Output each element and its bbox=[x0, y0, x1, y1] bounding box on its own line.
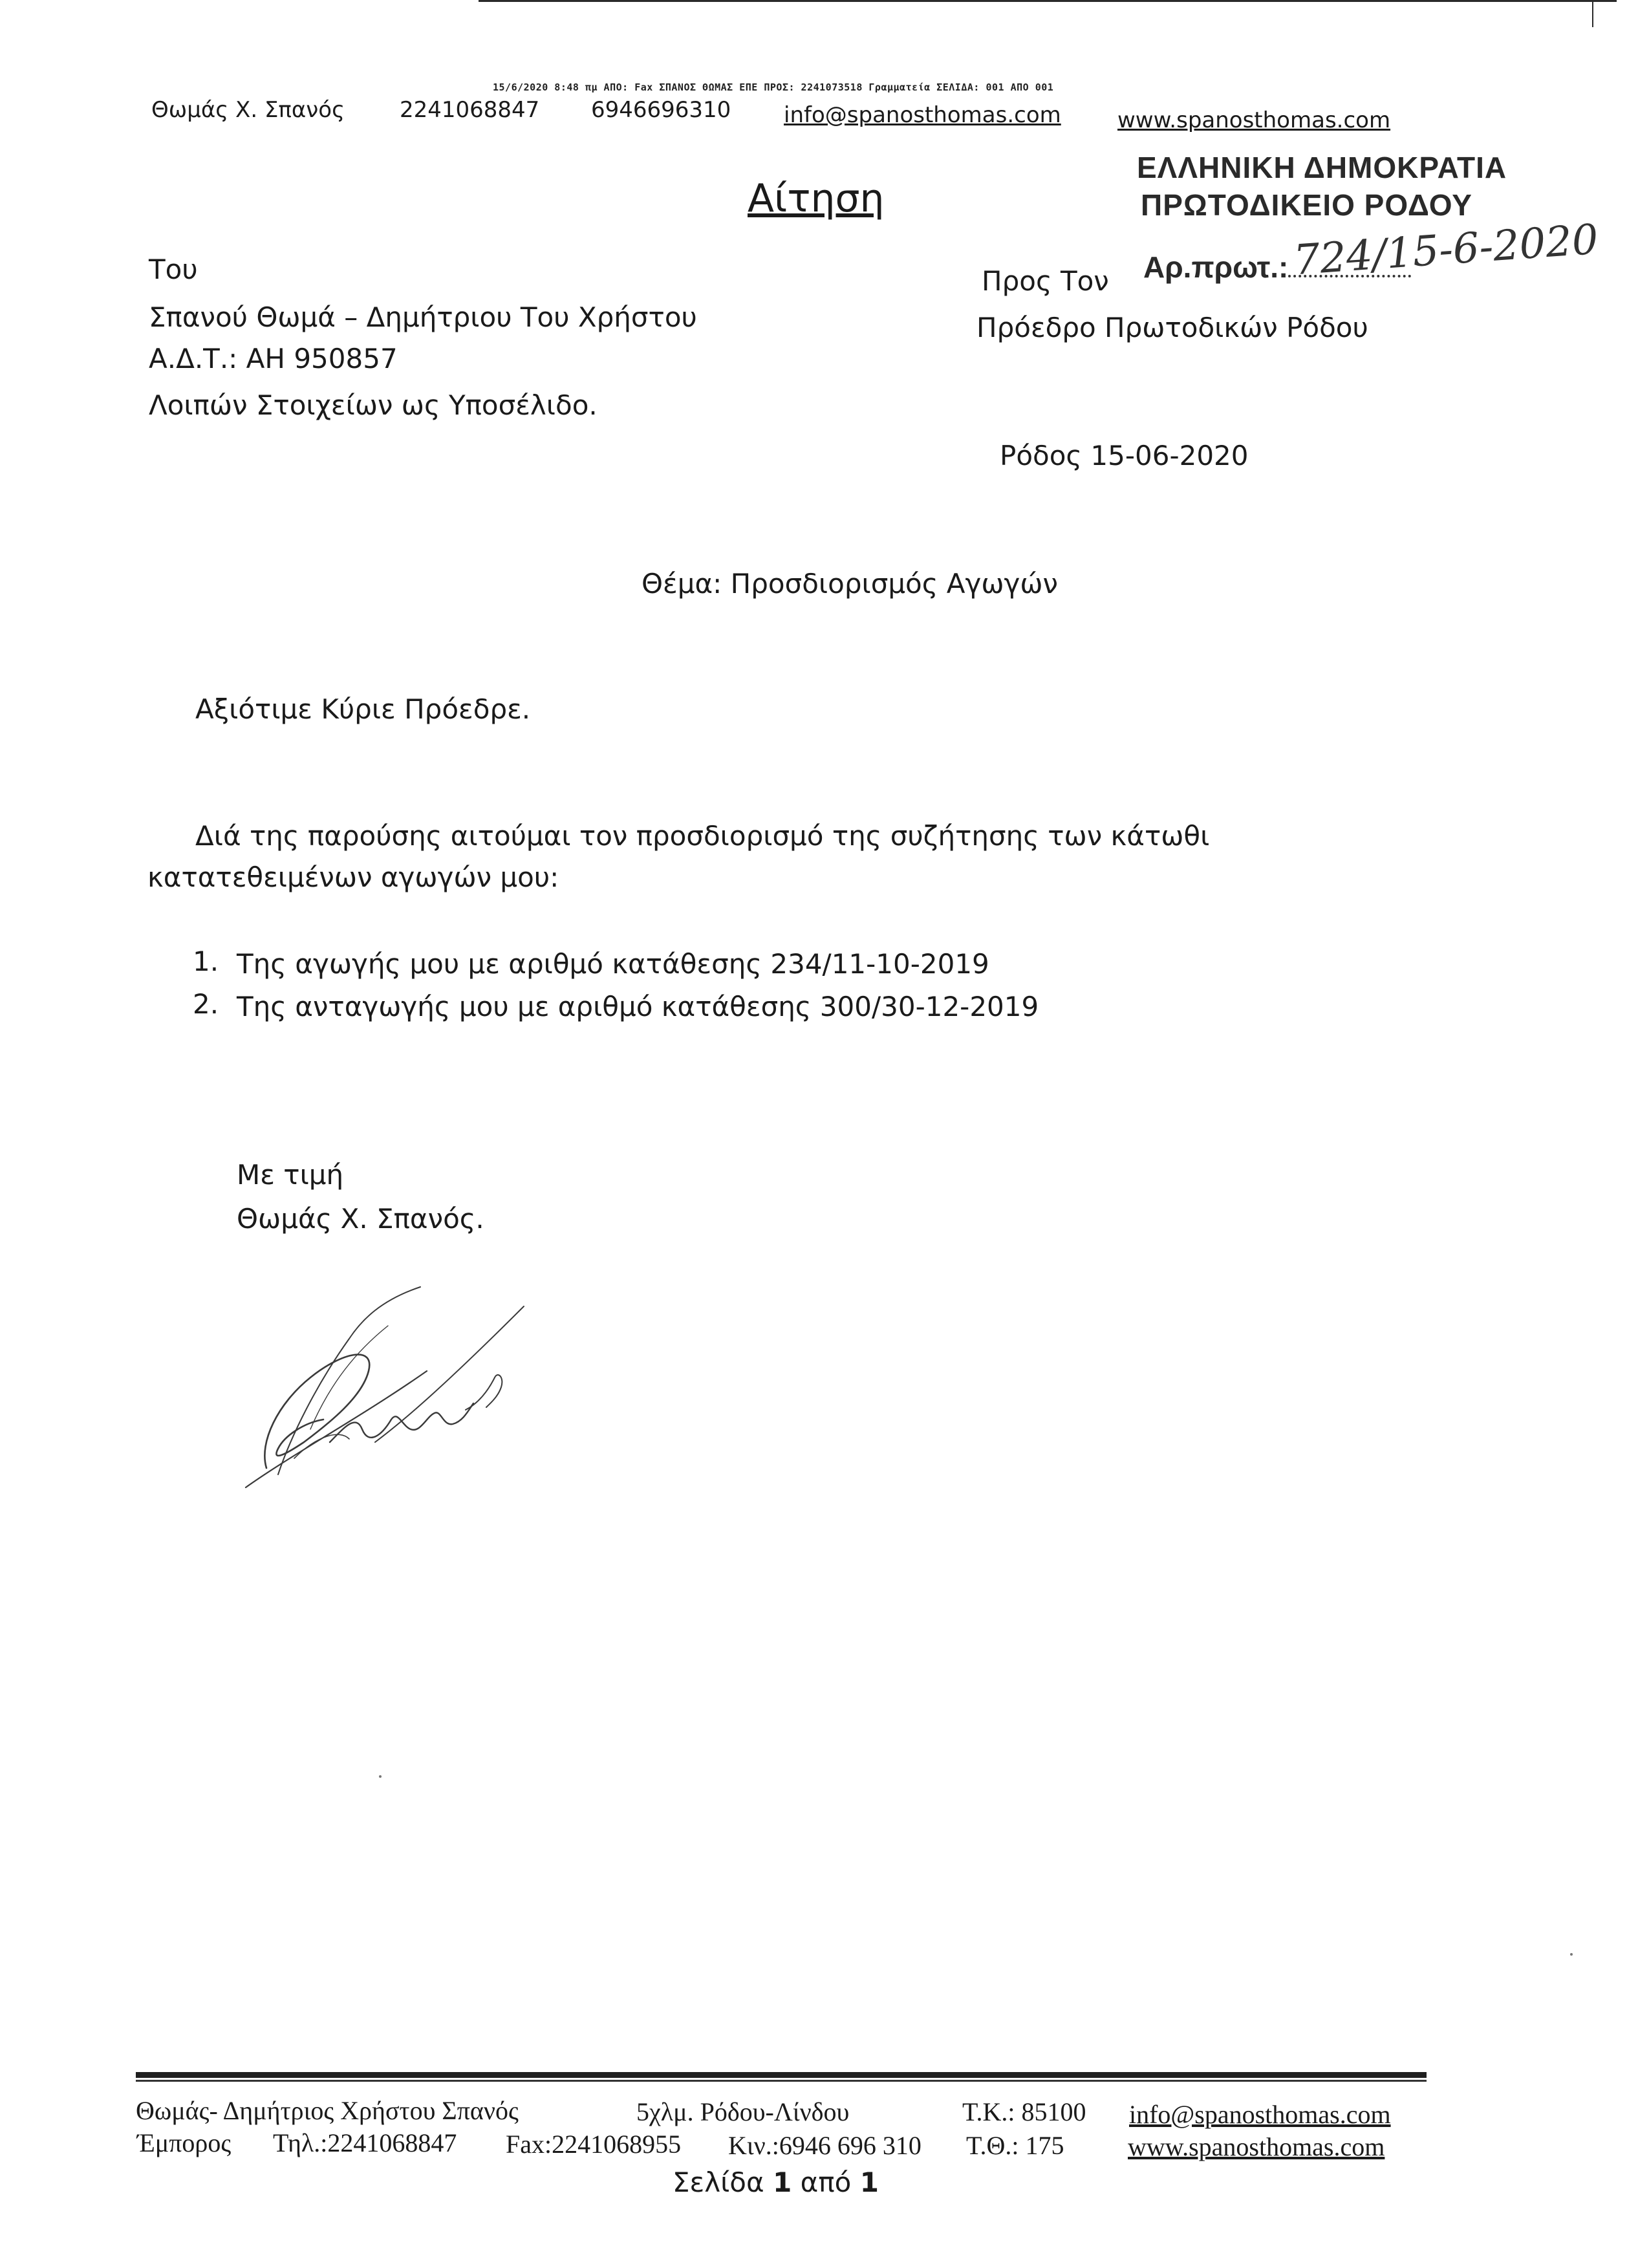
scan-edge-top bbox=[479, 0, 1617, 2]
fax-header: 15/6/2020 8:48 πμ ΑΠΟ: Fax ΣΠΑΝΟΣ ΘΩΜΑΣ ΕΠΕ ΠΡΟΣ: 2241073518 Γραμματεία ΣΕΛΙΔΑ: 001 ΑΠΟ 001 bbox=[493, 81, 1054, 93]
letterhead-website-link[interactable]: www.spanosthomas.com bbox=[1117, 107, 1391, 133]
subject-line: Θέμα: Προσδιορισμός Αγωγών bbox=[641, 568, 1058, 599]
document-title: Αίτηση bbox=[748, 176, 885, 221]
list-item-text: Της αγωγής μου με αριθμό κατάθεσης 234/11-10-2019 bbox=[237, 948, 989, 980]
footer-phone: Τηλ.:2241068847 bbox=[273, 2128, 457, 2157]
list-item-text: Της ανταγωγής μου με αριθμό κατάθεσης 300/30-12-2019 bbox=[237, 991, 1039, 1022]
sender-line-of: Του bbox=[149, 254, 198, 285]
footer-rule-thin bbox=[136, 2080, 1427, 2082]
scan-speck bbox=[379, 1775, 382, 1778]
list-item-number: 2. bbox=[193, 988, 219, 1020]
stamp-line-republic: ΕΛΛΗΝΙΚΗ ΔΗΜΟΚΡΑΤΙΑ bbox=[1137, 151, 1507, 184]
body-line-1: Διά της παρούσης αιτούμαι τον προσδιορισμό της συζήτησης των κάτωθι bbox=[195, 820, 1210, 852]
closing-name: Θωμάς Χ. Σπανός. bbox=[237, 1203, 484, 1235]
signature-image bbox=[233, 1280, 543, 1500]
footer-fax: Fax:2241068955 bbox=[506, 2130, 682, 2159]
page-number: Σελίδα 1 από 1 bbox=[673, 2166, 879, 2198]
stamp-line-court: ΠΡΩΤΟΔΙΚΕΙΟ ΡΟΔΟΥ bbox=[1141, 188, 1472, 222]
sender-id-number: Α.Δ.Τ.: ΑΗ 950857 bbox=[149, 343, 398, 374]
letterhead-email-link[interactable]: info@spanosthomas.com bbox=[784, 102, 1061, 128]
document-date: Ρόδος 15-06-2020 bbox=[1000, 440, 1249, 471]
sender-details-note: Λοιπών Στοιχείων ως Υποσέλιδο. bbox=[149, 389, 598, 421]
footer-role: Έμπορος bbox=[137, 2128, 232, 2157]
protocol-handwritten-number: 724/15-6-2020 bbox=[1291, 215, 1600, 285]
scan-speck bbox=[1570, 1953, 1573, 1956]
letterhead-name: Θωμάς Χ. Σπανός bbox=[151, 97, 345, 123]
footer-website-link[interactable]: www.spanosthomas.com bbox=[1128, 2132, 1385, 2161]
footer-rule-thick bbox=[136, 2072, 1427, 2078]
body-line-2: κατατεθειμένων αγωγών μου: bbox=[147, 861, 559, 893]
sender-name: Σπανού Θωμά – Δημήτριου Του Χρήστου bbox=[149, 301, 697, 333]
list-item-number: 1. bbox=[193, 945, 219, 977]
salutation: Αξιότιμε Κύριε Πρόεδρε. bbox=[195, 693, 531, 725]
scan-edge-mark bbox=[1592, 0, 1593, 27]
letterhead-mobile: 6946696310 bbox=[591, 97, 731, 123]
page-total: 1 bbox=[859, 2166, 879, 2198]
footer-postal-code: Τ.Κ.: 85100 bbox=[962, 2097, 1086, 2126]
footer-mobile: Κιν.:6946 696 310 bbox=[728, 2131, 921, 2160]
closing-regards: Με τιμή bbox=[237, 1159, 344, 1191]
recipient-name: Πρόεδρο Πρωτοδικών Ρόδου bbox=[976, 312, 1368, 343]
footer-address: 5χλμ. Ρόδου-Λίνδου bbox=[636, 2097, 850, 2126]
footer-name: Θωμάς- Δημήτριος Χρήστου Σπανός bbox=[136, 2096, 519, 2125]
footer-po-box: Τ.Θ.: 175 bbox=[966, 2131, 1064, 2160]
page-current: 1 bbox=[773, 2166, 792, 2198]
stamp-protocol-label: Αρ.πρωτ.: bbox=[1143, 250, 1411, 285]
letterhead-phone: 2241068847 bbox=[400, 97, 540, 123]
recipient-to: Προς Τον bbox=[982, 265, 1109, 297]
footer-email-link[interactable]: info@spanosthomas.com bbox=[1129, 2100, 1391, 2129]
